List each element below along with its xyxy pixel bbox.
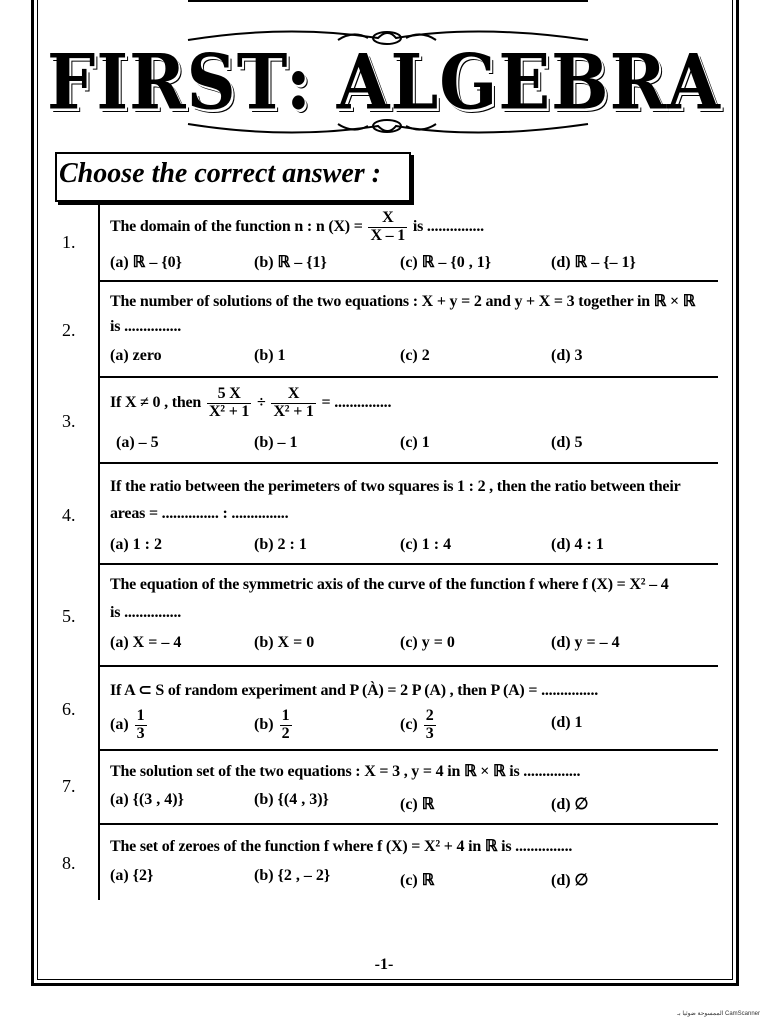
fraction: $\frac{X}{\text{X² + 1}}$ bbox=[273, 385, 314, 420]
page-title: FIRST: ALGEBRA bbox=[47, 38, 721, 128]
question-text: If A ⊂ S of random experiment and P (À) = 2 P (A) , then P (A) = ............... bbox=[110, 682, 599, 699]
row-divider bbox=[100, 280, 718, 282]
option-b[interactable]: (b) X = 0 bbox=[254, 634, 315, 651]
question-text: The solution set of the two equations : X = 3 , y = 4 in ℝ × ℝ is ............... bbox=[110, 763, 581, 780]
option-b[interactable]: (b) {2 , – 2} bbox=[254, 867, 331, 884]
question-number-divider bbox=[98, 204, 100, 900]
option-a[interactable]: (a) $\frac{1}{3}$ bbox=[110, 707, 145, 742]
option-d[interactable]: (d) ℝ – {– 1} bbox=[551, 254, 636, 271]
fraction: $\frac{X}{X - 1}$ bbox=[370, 209, 406, 244]
fraction: $\frac{1}{2}$ bbox=[281, 707, 290, 742]
row-divider bbox=[100, 823, 718, 825]
fraction: $\frac{5 X}{\text{X² + 1}}$ bbox=[208, 385, 250, 420]
option-a[interactable]: (a) X = – 4 bbox=[110, 634, 182, 651]
option-c[interactable]: (c) ℝ bbox=[400, 796, 435, 813]
option-a[interactable]: (a) {2} bbox=[110, 867, 154, 884]
option-c[interactable]: (c) ℝ – {0 , 1} bbox=[400, 254, 492, 271]
row-divider bbox=[100, 749, 718, 751]
question-text-continued: is ............... bbox=[110, 318, 182, 335]
question-text: If X ≠ 0 , then $\frac{5 X}{\text{X² + 1}}$ ÷ $\frac{X}{\text{X² + 1}}$ = ............... bbox=[110, 385, 392, 420]
option-c[interactable]: (c) $\frac{2}{3}$ bbox=[400, 707, 434, 742]
option-a[interactable]: (a) {(3 , 4)} bbox=[110, 791, 184, 808]
option-d[interactable]: (d) ∅ bbox=[551, 872, 589, 889]
option-d[interactable]: (d) 5 bbox=[551, 434, 583, 451]
option-c[interactable]: (c) 1 bbox=[400, 434, 430, 451]
row-divider bbox=[100, 563, 718, 565]
question-number: 4. bbox=[62, 505, 76, 525]
option-b[interactable]: (b) 2 : 1 bbox=[254, 536, 307, 553]
question-number: 7. bbox=[62, 776, 76, 796]
question-text-continued: areas = ............... : ............... bbox=[110, 505, 289, 522]
option-b[interactable]: (b) $\frac{1}{2}$ bbox=[254, 707, 290, 742]
option-d[interactable]: (d) 3 bbox=[551, 347, 583, 364]
option-b[interactable]: (b) {(4 , 3)} bbox=[254, 791, 329, 808]
instruction-heading: Choose the correct answer : bbox=[59, 158, 381, 189]
question-number: 2. bbox=[62, 320, 76, 340]
question-number: 1. bbox=[62, 232, 76, 252]
question-number: 8. bbox=[62, 853, 76, 873]
question-text: The domain of the function n : n (X) = $\frac{X}{X - 1}$ is ............... bbox=[110, 209, 484, 244]
question-number: 6. bbox=[62, 699, 76, 719]
title-ornament-bottom-icon bbox=[178, 116, 598, 138]
row-divider bbox=[100, 376, 718, 378]
fraction: $\frac{1}{3}$ bbox=[136, 707, 145, 742]
option-a[interactable]: (a) ℝ – {0} bbox=[110, 254, 182, 271]
question-text: If the ratio between the perimeters of two squares is 1 : 2 , then the ratio between their bbox=[110, 478, 681, 495]
question-text: The equation of the symmetric axis of the curve of the function f where f (X) = X² – 4 bbox=[110, 576, 669, 593]
page-number: -1- bbox=[374, 956, 394, 973]
option-c[interactable]: (c) 1 : 4 bbox=[400, 536, 452, 553]
fraction: $\frac{2}{3}$ bbox=[425, 707, 434, 742]
option-c[interactable]: (c) 2 bbox=[400, 347, 430, 364]
option-c[interactable]: (c) ℝ bbox=[400, 872, 435, 889]
option-b[interactable]: (b) ℝ – {1} bbox=[254, 254, 327, 271]
question-text: The set of zeroes of the function f where f (X) = X² + 4 in ℝ is ............... bbox=[110, 838, 573, 855]
question-number: 5. bbox=[62, 606, 76, 626]
row-divider bbox=[100, 665, 718, 667]
option-d[interactable]: (d) 4 : 1 bbox=[551, 536, 604, 553]
option-a[interactable]: (a) – 5 bbox=[116, 434, 159, 451]
scanner-watermark: الممسوحة ضوئيا بـ CamScanner bbox=[677, 1011, 760, 1017]
top-rule bbox=[188, 0, 588, 2]
option-a[interactable]: (a) zero bbox=[110, 347, 162, 364]
row-divider bbox=[100, 462, 718, 464]
question-number: 3. bbox=[62, 411, 76, 431]
question-text-continued: is ............... bbox=[110, 604, 182, 621]
option-d[interactable]: (d) ∅ bbox=[551, 796, 589, 813]
option-d[interactable]: (d) y = – 4 bbox=[551, 634, 620, 651]
option-c[interactable]: (c) y = 0 bbox=[400, 634, 455, 651]
option-a[interactable]: (a) 1 : 2 bbox=[110, 536, 162, 553]
option-b[interactable]: (b) 1 bbox=[254, 347, 286, 364]
question-text: The number of solutions of the two equations : X + y = 2 and y + X = 3 together in ℝ × ℝ bbox=[110, 293, 696, 310]
option-b[interactable]: (b) – 1 bbox=[254, 434, 298, 451]
option-d[interactable]: (d) 1 bbox=[551, 714, 583, 731]
